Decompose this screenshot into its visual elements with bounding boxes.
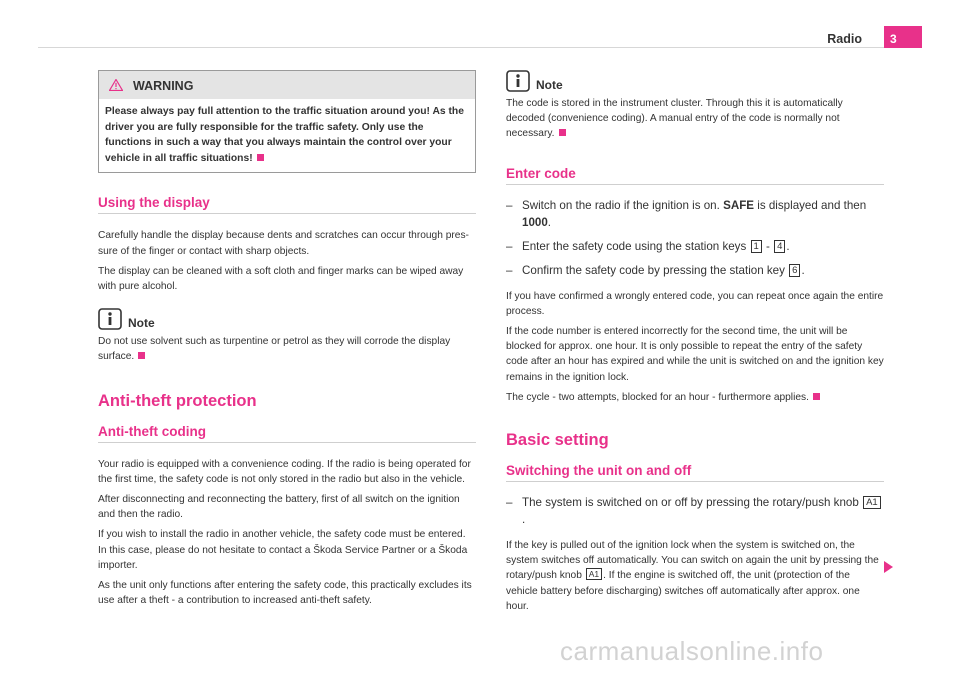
header-rule xyxy=(38,47,922,48)
antitheft-paragraph-3: If you wish to install the radio in another vehicle, the safety code must be entered. In this case, please do not hesitate to contact a Škoda Service Partner or a Škoda importer. xyxy=(98,529,468,571)
station-key-1: 1 xyxy=(751,240,762,253)
warning-title: WARNING xyxy=(133,79,194,93)
warning-text xyxy=(99,99,475,172)
display-paragraph-1: Carefully handle the display because dents and scratches can occur through pres-sure of the finger or contact with sharp objects. xyxy=(98,230,469,257)
switching-step-1: – The system is switched on or off by pressing the rotary/push knob A1. xyxy=(506,494,884,528)
enter-code-paragraph-2: If the code number is entered incorrectly for the second time, the unit will be blocked for approx. one hour. It is only possible to repeat the entry of the safety code after an hour has expired and while the unit is switched on and the ignition key remains in the ignition lock. xyxy=(506,326,884,383)
display-paragraph-2: The display can be cleaned with a soft cloth and finger marks can be wiped away with pure alcohol. xyxy=(98,265,464,292)
rotary-knob-a1-inline: A1 xyxy=(586,568,602,580)
rotary-knob-a1: A1 xyxy=(863,496,881,509)
note-title-1: Note xyxy=(128,316,155,331)
note-icon xyxy=(98,308,122,330)
antitheft-coding-heading: Anti-theft coding xyxy=(98,424,476,443)
warning-text-content: Please always pay full attention to the traffic situation around you! As the driver you are fully responsible for the traffic safety. Only use the functions in such a way that you always maintain the control over your vehicle in all traffic situations! xyxy=(105,106,464,164)
default-code-text: 1000 xyxy=(522,215,548,229)
step3-text: Confirm the safety code by pressing the station key xyxy=(522,263,785,277)
enter-code-step-1: – Switch on the radio if the ignition is on. SAFE is displayed and then 1000. xyxy=(506,198,867,229)
antitheft-heading: Anti-theft protection xyxy=(98,391,257,410)
switching-step-text: The system is switched on or off by pressing the rotary/push knob xyxy=(522,496,859,510)
note-heading-1 xyxy=(98,308,476,330)
station-key-4: 4 xyxy=(774,240,785,253)
enter-code-step-2: – Enter the safety code using the station keys 1 - 4 . xyxy=(506,239,790,253)
station-key-6: 6 xyxy=(789,264,800,277)
switching-paragraph-post: . If the engine is switched off, the unit (protection of the vehicle battery before discharging) switches off automatically after approx. one hour. xyxy=(506,570,860,612)
step2-text: Enter the safety code using the station keys xyxy=(522,239,747,253)
switching-paragraph-1 xyxy=(506,538,884,614)
display-heading: Using the display xyxy=(98,195,476,214)
antitheft-paragraph-4: As the unit only functions after entering the safety code, this practically excludes its use after a theft - a contribution to increased anti-theft safety. xyxy=(98,580,472,607)
warning-box xyxy=(98,70,476,173)
section-end-icon xyxy=(257,154,264,161)
antitheft-paragraph-1: Your radio is equipped with a convenience coding. If the radio is being operated for the first time, the safety code is not only stored in the radio but also in the vehicle. xyxy=(98,458,471,485)
safe-display-text: SAFE xyxy=(723,198,755,212)
section-end-icon xyxy=(559,129,566,136)
note-text-2-content: The code is stored in the instrument cluster. Through this it is automatically decoded (convenience coding). A manual entry of the code is normally not necessary. xyxy=(506,98,843,140)
switching-paragraph-pre: If the key is pulled out of the ignition lock when the system is switched on, the system switches off automatically. You can switch on again the unit by pressing the rotary/push knob xyxy=(506,540,879,582)
section-end-icon xyxy=(813,393,820,400)
section-title: Radio xyxy=(827,32,862,46)
step1-text-mid: is displayed and then xyxy=(757,198,867,212)
note-text-2 xyxy=(506,96,884,142)
step1-text: Switch on the radio if the ignition is on. xyxy=(522,198,720,212)
warning-triangle-icon xyxy=(109,79,123,91)
note-icon xyxy=(506,70,530,92)
enter-code-step-3: – Confirm the safety code by pressing the station key 6 . xyxy=(506,263,805,277)
note-title-2: Note xyxy=(536,78,563,92)
basic-setting-heading: Basic setting xyxy=(506,431,609,450)
watermark: carmanualsonline.info xyxy=(560,636,824,666)
enter-code-paragraph-3 xyxy=(506,390,884,405)
enter-code-paragraph-3-content: The cycle - two attempts, blocked for an hour - furthermore applies. xyxy=(506,391,809,403)
note-text-1 xyxy=(98,334,476,364)
antitheft-paragraph-2: After disconnecting and reconnecting the battery, first of all switch on the ignition and then the radio. xyxy=(98,494,460,521)
section-end-icon xyxy=(138,352,145,359)
left-column xyxy=(98,70,476,608)
note-heading-2 xyxy=(506,70,884,92)
right-column xyxy=(506,70,884,614)
enter-code-heading: Enter code xyxy=(506,166,884,185)
page-number: 3 xyxy=(884,26,922,48)
enter-code-paragraph-1: If you have confirmed a wrongly entered code, you can repeat once again the entire process. xyxy=(506,290,884,317)
switching-heading: Switching the unit on and off xyxy=(506,463,884,482)
warning-header xyxy=(99,71,475,99)
note-text-1-content: Do not use solvent such as turpentine or petrol as they will corrode the display surface. xyxy=(98,336,451,363)
continue-arrow-icon xyxy=(884,561,893,573)
